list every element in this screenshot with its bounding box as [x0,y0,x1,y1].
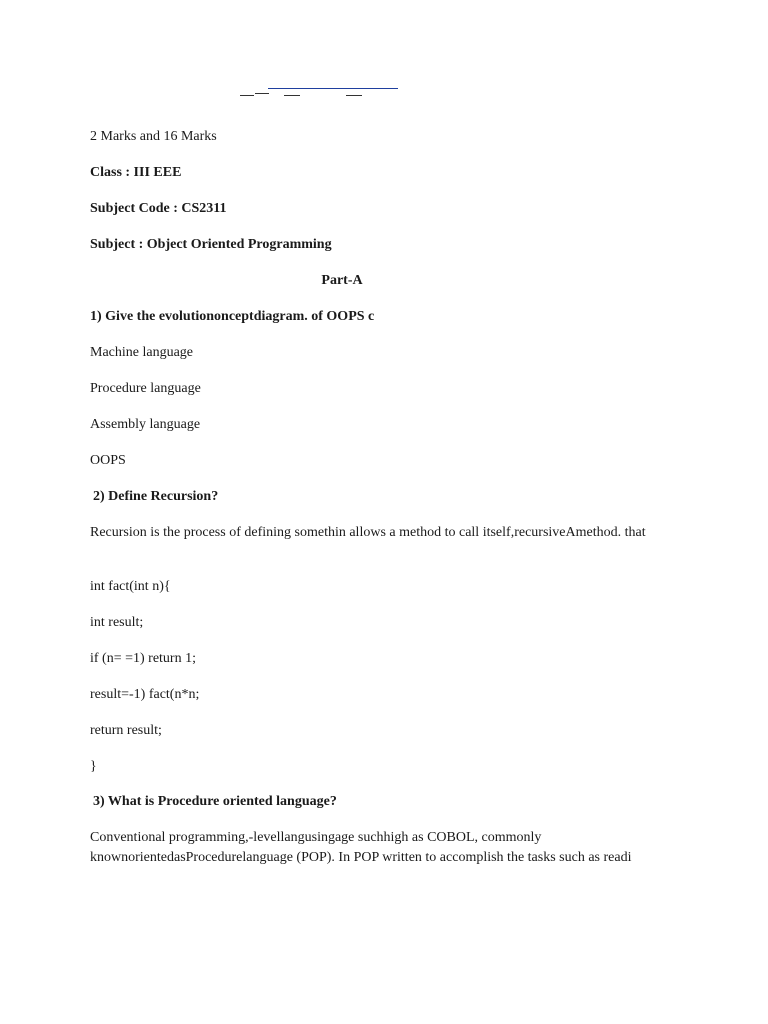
list-item: Assembly language [90,417,201,432]
list-item: Procedure language [90,381,201,396]
answer-3-line: Conventional programming,-levellangusingage suchhigh as COBOL, commonly [90,830,542,845]
dash-rule [255,93,269,94]
subject-code-line: Subject Code : CS2311 [90,201,227,216]
link-underline [268,88,398,89]
document-subtitle: 2 Marks and 16 Marks [90,129,217,144]
code-line: int result; [90,615,144,630]
question-2: 2) Define Recursion? [93,489,219,504]
code-line: int fact(int n){ [90,579,171,594]
code-line: return result; [90,723,162,738]
list-item: OOPS [90,453,126,468]
part-heading: Part-A [321,273,363,288]
subject-line: Subject : Object Oriented Programming [90,237,332,252]
list-item: Machine language [90,345,194,360]
answer-3-line: knownorientedasProcedurelanguage (POP). In POP written to accomplish the tasks such as readi [90,850,632,865]
dash-rule [346,95,362,96]
answer-2: Recursion is the process of defining somethin allows a method to call itself,recursiveAmethod. that [90,525,646,540]
code-line: result=-1) fact(n*n; [90,687,200,702]
code-line: } [90,759,97,774]
dash-rule [284,95,300,96]
dash-rule [240,95,254,96]
class-line: Class : III EEE [90,165,182,180]
question-3: 3) What is Procedure oriented language? [93,794,337,809]
question-1: 1) Give the evolutiononceptdiagram. of OOPS c [90,309,375,324]
code-line: if (n= =1) return 1; [90,651,196,666]
